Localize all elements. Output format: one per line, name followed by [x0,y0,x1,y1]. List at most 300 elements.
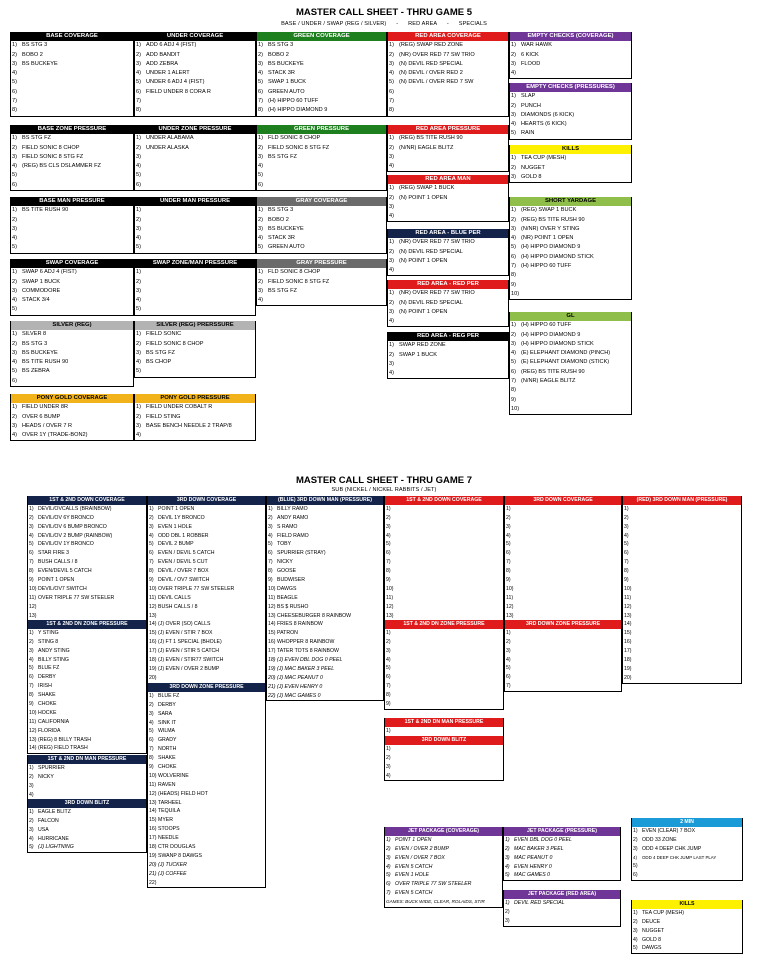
row-number: 3) [268,523,273,530]
call-text: GREEN AUTO [268,88,305,95]
call-row [148,638,265,647]
call-row [28,843,146,852]
row-number: 3) [389,360,394,367]
block-base-zone-pressure [10,125,134,191]
call-row [385,532,503,541]
row-number: 2) [386,514,391,521]
call-text: STACK 3R [268,70,295,77]
call-row [510,60,631,69]
row-number: 3) [624,523,629,530]
call-text: BS STG 3 [22,340,48,347]
call-row [11,97,133,106]
call-text: (J) LIGHTNING [38,844,74,851]
call-text: EVEN 5 CATCH [395,863,433,870]
call-row [505,576,621,585]
call-row [505,656,621,665]
call-text: WILMA [158,728,176,735]
call-row [623,585,741,594]
call-text: SILVER 8 [22,331,47,338]
row-number: 3) [12,349,17,356]
row-number: 3) [136,60,141,67]
call-row [11,358,133,367]
row-number: 9) [624,577,629,584]
block-green-pressure [256,125,387,191]
call-row [11,181,133,190]
call-row [257,162,386,171]
call-row [257,41,386,50]
block-short-yardage [509,197,632,300]
call-row [632,927,742,936]
row-number: 9) [506,577,511,584]
call-text: WOLVERINE [158,772,189,779]
row-number: 9) [149,764,154,771]
row-number: 1) [505,836,510,843]
row-number: 3) [136,225,141,232]
row-number: 4) [136,235,141,242]
call-row [148,861,265,870]
call-row [135,234,255,243]
call-row [267,523,383,532]
block-silver-reg [10,321,134,387]
row-number: 1) [29,629,34,636]
sheet5-title: MASTER CALL SHEET - THRU GAME 5 [295,7,473,18]
call-text: POINT 1 OPEN [158,505,195,512]
call-text: (N) DEVIL RED SPECIAL [399,248,463,255]
call-text: WHOPPER 8 RAINBOW [277,639,335,646]
row-number: 11) [29,718,37,725]
row-number: 3) [136,153,141,160]
call-row [510,290,631,299]
call-row [267,647,383,656]
call-row [148,558,265,567]
block-header: PONY GOLD PRESSURE [135,394,255,403]
call-row [505,523,621,532]
call-row [28,835,146,844]
call-text: (J) TUCKER [158,861,187,868]
block-gray-pressure [256,259,387,306]
call-row [11,243,133,252]
call-row [505,603,621,612]
call-row [267,558,383,567]
call-text: DEVIL/OV 6Y BRONCO [38,514,94,521]
call-row [623,549,741,558]
call-row [623,514,741,523]
call-row [28,514,146,523]
call-row [623,576,741,585]
call-row [388,341,508,350]
block-header: 1ST & 2ND DN ZONE PRESSURE [28,620,146,629]
row-number: 4) [29,656,34,663]
row-number: 16) [624,639,632,646]
call-row [510,129,631,138]
block-1st-2nd-dn-zone-pressure-red [384,620,504,710]
call-row [510,271,631,280]
row-number: 1) [506,629,511,636]
block-silver-reg-pressure [134,321,256,378]
call-row [388,51,508,60]
block-header: SWAP ZONE/MAN PRESSURE [135,259,255,268]
call-text: MYER [158,817,173,824]
call-text: (N) POINT 1 OPEN [399,257,448,264]
call-row [11,153,133,162]
call-row [257,153,386,162]
call-row [28,629,146,638]
call-row [148,727,265,736]
call-row [28,594,146,603]
call-row [504,836,620,845]
row-number: 1) [136,42,141,49]
call-row [267,612,383,621]
call-text: DAWGS [642,945,662,952]
row-number: 3) [633,845,638,852]
block-header: BASE ZONE PRESSURE [11,125,133,134]
row-number: 1) [258,42,263,49]
call-row [623,603,741,612]
call-row [135,413,255,422]
call-text: EVEN HENRY 0 [514,863,552,870]
row-number: 2) [389,248,394,255]
call-text: DEVIL 1Y BRONCO [158,514,205,521]
call-text: (REG) BS TITE RUSH 90 [521,216,585,223]
block-pony-gold-pressure [134,394,256,441]
call-text: SPURRIER [38,764,65,771]
call-row [267,514,383,523]
row-number: 1) [389,185,394,192]
call-row [28,826,146,835]
row-number: 22) [268,692,276,699]
call-text: BS TITE RUSH 90 [22,207,69,214]
call-text: ODD DBL 1 ROBBER [158,532,209,539]
row-number: 10) [29,709,37,716]
call-text: (J) EVEN DBL DOG 0 PEEL [277,657,343,664]
row-number: 4) [386,532,391,539]
call-row [135,78,255,87]
call-row [385,603,503,612]
row-number: 16) [149,826,157,833]
call-row [28,718,146,727]
row-number: 1) [633,827,638,834]
call-row [388,153,508,162]
block-header: 3RD DOWN ZONE PRESSURE [505,620,621,629]
call-text: DEVIL / OV7 SWITCH [158,577,210,584]
row-number: 3) [29,647,34,654]
call-text: (J) MAC GAMES 0 [277,692,321,699]
call-row [385,682,503,691]
row-number: 4) [386,656,391,663]
call-row [11,60,133,69]
row-number: 5) [29,541,34,548]
row-number: 5) [506,665,511,672]
call-row [257,206,386,215]
row-number: 7) [149,746,154,753]
block-kills [509,145,632,183]
row-number: 6) [633,872,638,879]
call-row [504,871,620,880]
call-text: CHEESEBURGER 8 RAINBOW [277,612,352,619]
call-row [388,106,508,115]
call-row [148,585,265,594]
call-text: TEA CUP (MESH) [642,909,684,916]
block-header: 3RD DOWN BLITZ [385,736,503,745]
call-row [632,944,742,953]
call-row [148,532,265,541]
row-number: 1) [258,269,263,276]
row-number: 13) [29,736,37,743]
row-number: 17) [268,648,276,655]
row-number: 3) [511,111,516,118]
block-red-3rd-down-man-pressure [622,496,742,684]
row-number: 16) [268,639,276,646]
call-row [28,549,146,558]
call-row [385,594,503,603]
call-row [11,330,133,339]
call-row [510,377,631,386]
row-number: 9) [29,577,34,584]
row-number: 4) [136,432,141,439]
block-header: KILLS [510,145,631,154]
block-header: BASE MAN PRESSURE [11,197,133,206]
call-row [135,153,255,162]
block-gray-coverage [256,197,387,254]
call-row [385,540,503,549]
call-row [148,692,265,701]
row-number: 19) [268,665,276,672]
block-3rd-down-zone-pressure-navy [147,683,266,888]
row-number: 5) [505,872,510,879]
block-under-man-pressure [134,197,256,254]
call-text: ANDY RAMO [277,514,309,521]
row-number: 3) [258,60,263,67]
call-text: POINT 1 OPEN [395,836,432,843]
call-row [505,585,621,594]
call-row [148,852,265,861]
call-text: STOOPS [158,826,180,833]
row-number: 1) [12,269,17,276]
call-text: (H) HIPPO 60 TUFF [268,98,319,105]
call-row [11,51,133,60]
call-row [267,594,383,603]
call-row [388,212,508,221]
row-number: 2) [29,817,34,824]
row-number: 12) [624,603,632,610]
row-number: 3) [136,287,141,294]
call-row [135,162,255,171]
row-number: 2) [386,638,391,645]
call-row [504,917,620,926]
row-number: 4) [624,532,629,539]
call-row [148,523,265,532]
call-text: STAR FIRE 3 [38,550,70,557]
call-row [510,340,631,349]
call-row [28,567,146,576]
row-number: 1) [136,135,141,142]
row-number: 8) [386,568,391,575]
row-number: 1) [386,727,391,734]
row-number: 4) [258,70,263,77]
row-number: 12) [268,603,276,610]
row-number: 7) [29,559,34,566]
row-number: 7) [149,559,154,566]
row-number: 2) [386,845,391,852]
row-number: 4) [258,235,263,242]
row-number: 6) [386,674,391,681]
call-text: 6 KICK [521,51,539,58]
call-text: BS TITE RUSH 90 [22,359,69,366]
call-row [135,431,255,440]
call-row [11,403,133,412]
call-text: BS BUCKEYE [268,60,304,67]
block-under-zone-pressure [134,125,256,191]
row-number: 3) [506,523,511,530]
block-header: (BLUE) 3RD DOWN MAN (PRESSURE) [267,496,383,505]
call-row [505,673,621,682]
row-number: 2) [506,514,511,521]
call-text: GOLD 8 [521,173,542,180]
row-number: 5) [633,945,638,952]
call-row [28,576,146,585]
call-row [388,144,508,153]
call-row [148,825,265,834]
block-under-coverage [134,32,256,117]
row-number: 10) [624,585,632,592]
row-number: 8) [389,107,394,114]
row-number: 6) [12,377,17,384]
call-text: BS STG 3 [268,42,294,49]
call-text: FIELD SONIC [146,331,182,338]
row-number: 2) [12,216,17,223]
row-number: 6) [136,181,141,188]
call-text: DEUCE [642,918,661,925]
call-row [505,594,621,603]
row-number: 10) [268,585,276,592]
row-number: 3) [386,523,391,530]
block-1st-2nd-dn-man-pressure [27,755,147,800]
row-number: 12) [386,603,394,610]
call-row [267,638,383,647]
call-row [388,97,508,106]
call-text: ODD 4 DEEP CHK JUMP LAST PLAY [642,854,717,860]
call-row [385,558,503,567]
block-header: SILVER (REG) PRERSSURE [135,321,255,330]
call-row [11,216,133,225]
row-number: 2) [149,701,154,708]
row-number: 18) [149,844,157,851]
call-row [257,69,386,78]
call-text: BLUE FZ [158,692,180,699]
block-header: GRAY PRESSURE [257,259,386,268]
row-number: 9) [386,577,391,584]
call-text: (J) MAC BAKER 3 PEEL [277,665,335,672]
row-number: 8) [149,755,154,762]
call-text: (N) DEVIL RED SPECIAL [399,299,463,306]
call-text: TARHEEL [158,799,182,806]
call-text: EVEN / DEVIL 5 CATCH [158,550,215,557]
call-row [11,278,133,287]
call-row [257,171,386,180]
row-number: 16) [149,639,157,646]
call-text: DEVIL CALLS [158,594,191,601]
row-number: 7) [386,559,391,566]
call-row [510,243,631,252]
row-number: 1) [136,331,141,338]
call-text: OVER TRIPLE 77 SW STEELER [38,594,115,601]
block-note: GAMES: BUCK WIDE, CLEAR, ROLAIDS, STIR [386,899,485,905]
call-row [267,540,383,549]
call-row [11,349,133,358]
call-row [632,827,742,836]
row-number: 11) [29,594,37,601]
call-row [135,296,255,305]
call-row [135,330,255,339]
call-row [135,206,255,215]
row-number: 5) [258,79,263,86]
call-row [257,134,386,143]
call-row [28,664,146,673]
block-header: SWAP COVERAGE [11,259,133,268]
call-row [385,754,503,763]
call-text: DEVIL/OV7 SWITCH [38,585,87,592]
row-number: 1) [258,135,263,142]
row-number: 21) [149,870,157,877]
row-number: 3) [12,60,17,67]
call-row [11,268,133,277]
call-row [257,51,386,60]
call-row [388,69,508,78]
row-number: 3) [505,854,510,861]
call-row [388,266,508,275]
row-number: 4) [386,772,391,779]
call-row [135,171,255,180]
row-number: 2) [258,216,263,223]
row-number: 1) [624,505,629,512]
call-row [385,638,503,647]
row-number: 10) [29,585,37,592]
call-row [632,862,742,871]
row-number: 3) [136,422,141,429]
block-header: RED AREA PRESSURE [388,125,508,134]
call-row [632,936,742,945]
block-swap-coverage [10,259,134,316]
call-row [135,60,255,69]
call-row [28,505,146,514]
call-row [623,674,741,683]
block-jet-package-pressure [503,827,621,881]
row-number: 2) [12,51,17,58]
row-number: 8) [29,568,34,575]
call-row [385,871,502,880]
call-row [385,889,502,898]
call-row [510,41,631,50]
call-text: WAR HAWK [521,42,552,49]
call-row [510,69,631,78]
call-text: (HEADS) FIELD HOT [158,790,208,797]
block-header: RED AREA COVERAGE [388,32,508,41]
row-number: 1) [136,207,141,214]
block-1st-2nd-down-coverage-red [384,496,504,621]
call-row [28,647,146,656]
block-header: 3RD DOWN COVERAGE [505,496,621,505]
row-number: 17) [624,648,632,655]
call-row [510,358,631,367]
call-text: EVEN / DEVIL 5 CUT [158,559,208,566]
call-row [28,603,146,612]
call-row [388,203,508,212]
call-text: MAC GAMES 0 [514,872,551,879]
call-text: DEVIL/OV 1Y BRONCO [38,541,94,548]
row-number: 2) [258,51,263,58]
call-text: DEVIL RED SPECIAL [514,899,565,906]
call-row [505,664,621,673]
